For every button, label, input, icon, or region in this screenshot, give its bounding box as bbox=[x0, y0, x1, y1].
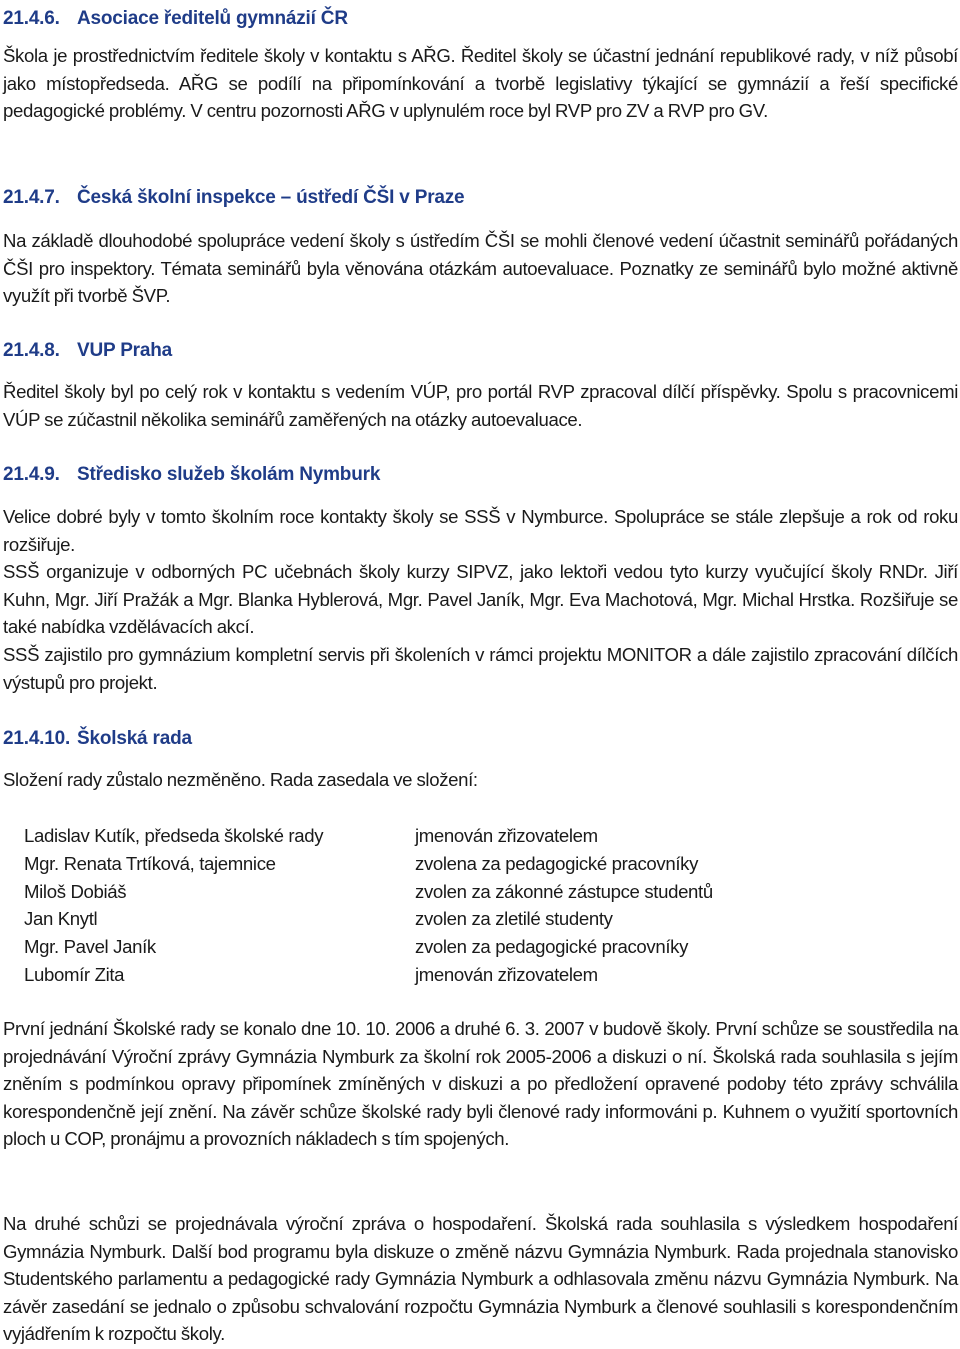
member-name: Mgr. Pavel Janík bbox=[24, 936, 156, 958]
member-name: Ladislav Kutík, předseda školské rady bbox=[24, 825, 324, 846]
section-paragraph: Složení rady zůstalo nezměněno. Rada zasedala ve složení: bbox=[3, 769, 478, 790]
section-heading bbox=[3, 337, 958, 364]
member-name: Jan Knytl bbox=[24, 908, 98, 930]
member-role: zvolena za pedagogické pracovníky bbox=[415, 852, 699, 874]
section-ssn bbox=[3, 461, 958, 696]
member-row bbox=[24, 878, 784, 906]
section-title: Středisko služeb školám Nymburk bbox=[77, 464, 381, 485]
closing-paragraph: První jednání Školské rady se konalo dne 10. 10. 2006 a druhé 6. 3. 2007 v budově školy. První schůze se soustředila na projednávání Výroční zprávy Gymnázia Nymburk za školní rok 2005-2006 a diskuzi o ní. Školská rada souhlasila s jejím zněním s podmínkou opravy připomínek zmíněných v diskuzi a po předložení opravené podoby této zprávy schválila korespondenčně její znění. Na závěr schůze školské rady byli členové rady informováni p. Kuhnem o využití sportovních ploch u COP, pronájmu a provozních nákladech s tím spojených. bbox=[3, 1018, 958, 1150]
section-heading bbox=[3, 461, 958, 488]
member-role: zvolen za zletilé studenty bbox=[415, 908, 613, 930]
member-role: zvolen za zákonné zástupce studentů bbox=[415, 880, 713, 902]
section-skolska-rada bbox=[3, 725, 958, 794]
section-title: Česká školní inspekce – ústředí ČŠI v Praze bbox=[77, 187, 465, 208]
member-role: jmenován zřizovatelem bbox=[415, 825, 598, 846]
section-paragraph: SSŠ zajistilo pro gymnázium kompletní servis při školeních v rámci projektu MONITOR a dále zajistilo zpracování dílčích výstupů pro projekt. bbox=[3, 643, 958, 693]
member-row bbox=[24, 905, 784, 933]
section-number: 21.4.8. bbox=[3, 340, 60, 361]
section-number: 21.4.10. bbox=[3, 728, 71, 749]
section-paragraph: Škola je prostřednictvím ředitele školy v kontaktu s AŘG. Ředitel školy se účastní jednání republikové rady, v níž působí jako místopředseda. AŘG se podílí na připomínkování a tvorbě legislativy týkající se gymnázií a řeší specifické pedagogické problémy. V centru pozornosti AŘG v uplynulém roce byl RVP pro ZV a RVP pro GV. bbox=[3, 45, 958, 122]
section-heading bbox=[3, 5, 958, 32]
section-paragraph: Velice dobré byly v tomto školním roce kontakty školy se SSŠ v Nymburce. Spolupráce se stále zlepšuje a rok od roku rozšiřuje. bbox=[3, 506, 958, 555]
section-aug bbox=[3, 5, 958, 125]
member-role: zvolen za pedagogické pracovníky bbox=[415, 936, 689, 958]
member-row bbox=[24, 850, 784, 878]
section-number: 21.4.9. bbox=[3, 464, 60, 485]
section-paragraph: Na základě dlouhodobé spolupráce vedení školy s ústředím ČŠI se mohli členové vedení účastnit seminářů pořádaných ČŠI pro inspektory. Témata seminářů byla věnována otázkám autoevaluace. Poznatky ze seminářů bylo možné aktivně využít při tvorbě ŠVP. bbox=[3, 230, 958, 307]
member-row bbox=[24, 961, 784, 989]
closing-paragraph-first-meeting bbox=[3, 1015, 958, 1153]
section-number: 21.4.6. bbox=[3, 8, 60, 29]
section-csi bbox=[3, 184, 958, 310]
council-member-list bbox=[24, 822, 784, 989]
section-heading bbox=[3, 184, 958, 211]
section-title: Školská rada bbox=[77, 728, 192, 749]
member-name: Mgr. Renata Trtíková, tajemnice bbox=[24, 852, 276, 874]
section-number: 21.4.7. bbox=[3, 187, 60, 208]
member-name: Miloš Dobiáš bbox=[24, 880, 127, 902]
section-title: VUP Praha bbox=[77, 340, 173, 361]
member-row bbox=[24, 933, 784, 961]
section-paragraph: SSŠ organizuje v odborných PC učebnách školy kurzy SIPVZ, jako lektoři vedou tyto kurzy vyučující školy RNDr. Jiří Kuhn, Mgr. Jiří Pražák a Mgr. Blanka Hyblerová, Mgr. Pavel Janík, Mgr. Eva Machotová, Mgr. Michal Hrstka. Rozšiřuje se také nabídka vzdělávacích akcí. bbox=[3, 561, 958, 638]
section-vup bbox=[3, 337, 958, 433]
member-name: Lubomír Zita bbox=[24, 963, 125, 985]
section-paragraph: Ředitel školy byl po celý rok v kontaktu s vedením VÚP, pro portál RVP zpracoval dílčí příspěvky. Spolu s pracovnicemi VÚP se zúčastnil několika seminářů zaměřených na otázky autoevaluace. bbox=[3, 381, 958, 430]
closing-paragraph-second-meeting bbox=[3, 1210, 958, 1348]
member-row bbox=[24, 822, 784, 850]
section-title: Asociace ředitelů gymnázií ČR bbox=[77, 8, 348, 29]
section-heading bbox=[3, 725, 958, 752]
member-role: jmenován zřizovatelem bbox=[415, 963, 598, 985]
closing-paragraph: Na druhé schůzi se projednávala výroční zpráva o hospodaření. Školská rada souhlasila s výsledkem hospodaření Gymnázia Nymburk. Další bod programu byla diskuze o změně názvu Gymnázia Nymburk. Rada projednala stanovisko Studentského parlamentu a pedagogické rady Gymnázia Nymburk a odhlasovala změnu názvu Gymnázia Nymburk. Na závěr zasedání se jednalo o způsobu schvalování rozpočtu Gymnázia Nymburk a členové souhlasili s korespondenčním vyjádřením k rozpočtu školy. bbox=[3, 1213, 958, 1345]
